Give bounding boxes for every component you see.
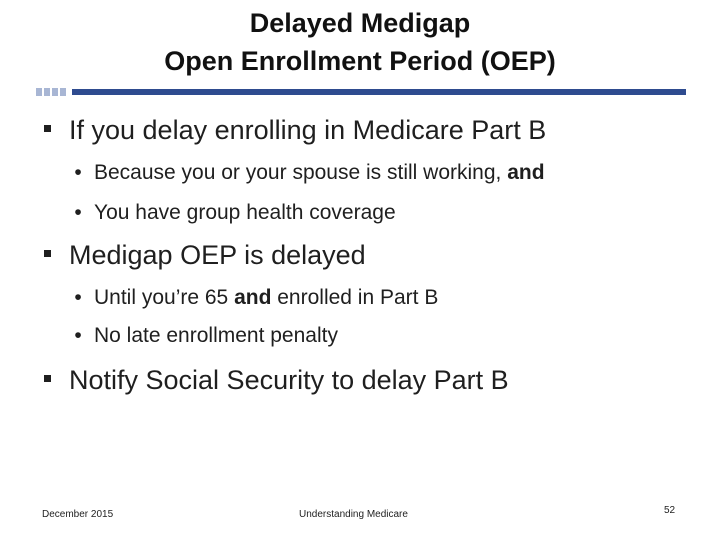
footer-title: Understanding Medicare (299, 509, 408, 520)
divider-square (36, 88, 42, 96)
bullet-1-sub-1 (72, 160, 545, 186)
bullet-1-sub-1-bold: and (507, 161, 545, 184)
divider-bar (72, 89, 686, 95)
square-bullet-icon (44, 375, 51, 382)
divider-squares (36, 88, 66, 96)
dot-bullet-icon: • (74, 324, 82, 347)
title-line-1: Delayed Medigap (249, 8, 471, 38)
footer-date: December 2015 (42, 509, 114, 520)
bullet-1-text: If you delay enrolling in Medicare Part B (69, 115, 547, 145)
divider-square (52, 88, 58, 96)
dot-bullet-icon: • (74, 201, 82, 224)
bullet-2-text: Medigap OEP is delayed (69, 240, 366, 270)
divider-square (60, 88, 66, 96)
bullet-2-sub-2-text: No late enrollment penalty (94, 324, 338, 347)
bullet-1-sub-2-text: You have group health coverage (94, 201, 396, 224)
bullet-1 (44, 114, 546, 146)
bullet-3-text: Notify Social Security to delay Part B (69, 365, 509, 395)
dot-bullet-icon: • (74, 161, 82, 184)
square-bullet-icon (44, 250, 51, 257)
bullet-2-sub-1-bold: and (234, 286, 272, 309)
square-bullet-icon (44, 125, 51, 132)
title-divider (36, 88, 686, 96)
title-line-2: Open Enrollment Period (OEP) (164, 46, 556, 76)
bullet-2-sub-2 (72, 323, 338, 349)
page-number: 52 (664, 505, 676, 516)
bullet-2-sub-1 (72, 285, 438, 311)
dot-bullet-icon: • (74, 286, 82, 309)
bullet-2-sub-1-pre: Until you’re 65 (94, 286, 235, 309)
bullet-3 (44, 364, 509, 396)
bullet-1-sub-1-text: Because you or your spouse is still working, (94, 161, 508, 184)
bullet-2 (44, 239, 366, 271)
divider-square (44, 88, 50, 96)
slide-title (0, 4, 720, 80)
bullet-1-sub-2 (72, 200, 396, 226)
bullet-2-sub-1-post: enrolled in Part B (271, 286, 439, 309)
